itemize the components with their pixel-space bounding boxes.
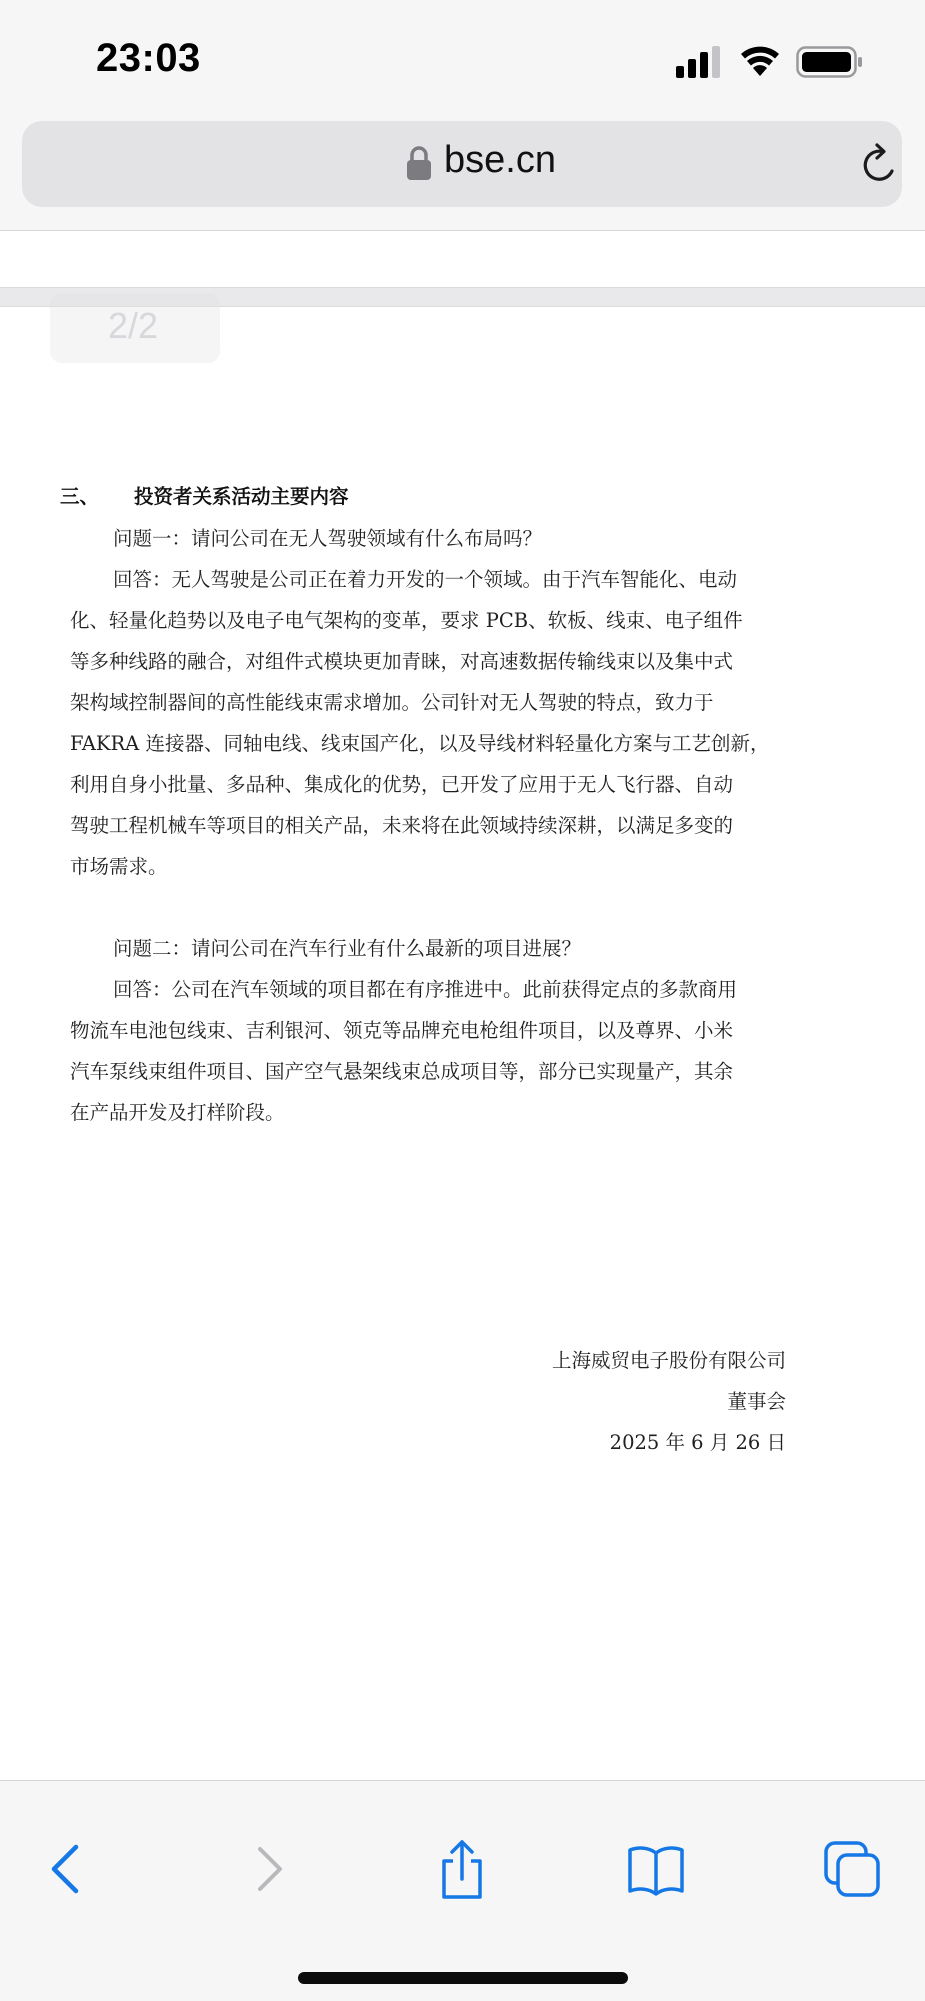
- answer-1-line-5: FAKRA 连接器、同轴电线、线束国产化，以及导线材料轻量化方案与工艺创新，: [70, 732, 770, 755]
- home-indicator[interactable]: [298, 1972, 628, 1984]
- bookmarks-icon[interactable]: [626, 1839, 686, 1899]
- back-icon[interactable]: [38, 1839, 98, 1899]
- url-text[interactable]: bse.cn: [444, 139, 556, 181]
- forward-icon[interactable]: [238, 1839, 298, 1899]
- status-bar: [0, 0, 925, 115]
- answer-1-line-1: 回答：无人驾驶是公司正在着力开发的一个领域。由于汽车智能化、电动: [113, 568, 738, 591]
- lock-icon: [406, 145, 432, 181]
- reload-icon[interactable]: [858, 143, 902, 187]
- signature-company: 上海威贸电子股份有限公司: [551, 1349, 786, 1372]
- page-indicator-text: 2/2: [108, 305, 159, 346]
- answer-1-line-3: 等多种线路的融合，对组件式模块更加青睐，对高速数据传输线束以及集中式: [70, 650, 734, 673]
- answer-1-line-4: 架构域控制器间的高性能线束需求增加。公司针对无人驾驶的特点，致力于: [70, 691, 714, 714]
- section-heading: [60, 481, 349, 509]
- signature-date: 2025 年 6 月 26 日: [609, 1431, 786, 1454]
- signature-board: 董事会: [727, 1390, 786, 1413]
- battery-icon: [796, 46, 864, 78]
- answer-1-line-8: 市场需求。: [70, 855, 168, 878]
- answer-2-line-2: 物流车电池包线束、吉利银河、领克等品牌充电枪组件项目，以及尊界、小米: [70, 1019, 734, 1042]
- answer-1-line-7: 驾驶工程机械车等项目的相关产品，未来将在此领域持续深耕，以满足多变的: [70, 814, 734, 837]
- question-1: 问题一：请问公司在无人驾驶领域有什么布局吗？: [113, 527, 543, 550]
- status-time: 23:03: [96, 36, 201, 80]
- wifi-icon: [739, 44, 781, 78]
- answer-1-line-2: 化、轻量化趋势以及电子电气架构的变革，要求 PCB、软板、线束、电子组件: [70, 609, 743, 632]
- address-bar[interactable]: [22, 121, 902, 207]
- page-indicator: [50, 293, 220, 363]
- tabs-icon[interactable]: [822, 1839, 882, 1899]
- section-number: 三、: [60, 485, 100, 508]
- pdf-viewer[interactable]: [0, 231, 925, 1780]
- browser-header: [0, 115, 925, 231]
- answer-2-line-4: 在产品开发及打样阶段。: [70, 1101, 285, 1124]
- answer-2-line-1: 回答：公司在汽车领域的项目都在有序推进中。此前获得定点的多款商用: [113, 978, 738, 1001]
- browser-toolbar: [0, 1780, 925, 2001]
- answer-2-line-3: 汽车泵线束组件项目、国产空气悬架线束总成项目等，部分已实现量产，其余: [70, 1060, 734, 1083]
- cellular-signal-icon: [676, 46, 722, 78]
- share-icon[interactable]: [432, 1839, 492, 1899]
- section-title: 投资者关系活动主要内容: [134, 485, 349, 508]
- answer-1-line-6: 利用自身小批量、多品种、集成化的优势，已开发了应用于无人飞行器、自动: [70, 773, 734, 796]
- question-2: 问题二：请问公司在汽车行业有什么最新的项目进展？: [113, 937, 582, 960]
